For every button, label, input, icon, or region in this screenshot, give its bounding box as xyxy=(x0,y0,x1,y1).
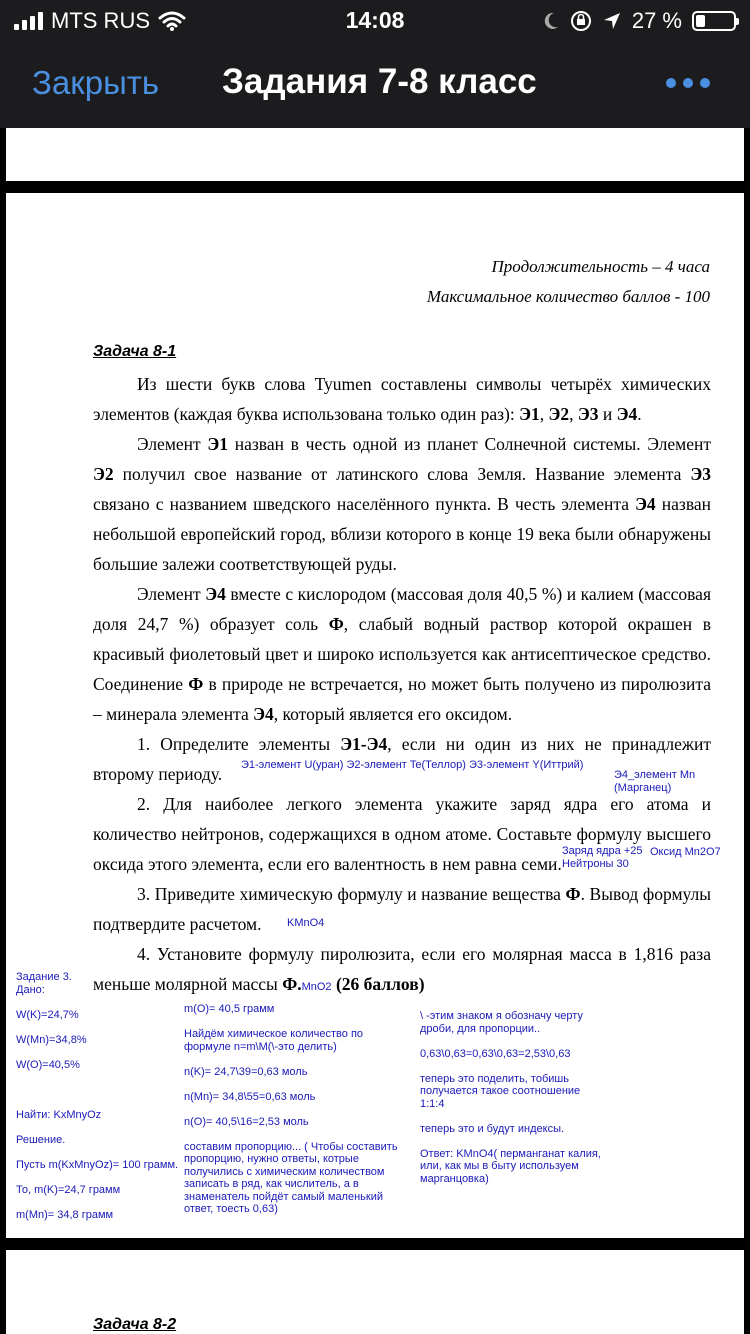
question-4: 4. Установите формулу пиролюзита, если его молярная масса в 1,816 раза меньше молярной массы Ф.MnO2 (26 баллов) xyxy=(93,944,711,994)
solution-column-1: Задание 3. Дано: W(K)=24,7% W(Mn)=34,8% W(O)=40,5% Найти: KxMnyOz Решение. Пусть m(KxMnyOz)= 100 грамм. То, m(K)=24,7 грамм m(Mn)= 34,8 грамм xyxy=(16,971,179,1221)
location-arrow-icon xyxy=(602,11,622,31)
paragraph-intro: Из шести букв слова Tyumen составлены символы четырёх химических элементов (каждая буква использована только один раз): Э1, Э2, Э3 и Э4. xyxy=(93,374,711,424)
document-page xyxy=(6,193,744,1238)
annotation-kmno4: KMnO4 xyxy=(287,917,325,929)
document-title: Задания 7-8 класс xyxy=(222,62,537,101)
document-page-next xyxy=(6,1250,744,1334)
paragraph-elements: Элемент Э1 назван в честь одной из планет Солнечной системы. Элемент Э2 получил свое название от латинского слова Земля. Название элемента Э3 связано с названием шведского населённого пункта. В честь элемента Э4 назван небольшой европейский город, вблизи которого в конце 19 века были обнаружены большие залежи соответствующей руды. xyxy=(93,434,712,574)
status-right xyxy=(542,8,736,34)
question-1: 1. Определите элементы Э1-Э4, если ни один из них не принадлежит второму периоду. xyxy=(93,734,711,784)
status-time: 14:08 xyxy=(345,7,405,33)
annotation-e4: Э4_элемент Mn (Марганец) xyxy=(614,769,696,794)
annotation-oxide: Оксид Mn2O7 xyxy=(650,846,721,858)
question-2: 2. Для наиболее легкого элемента укажите заряд ядра его атома и количество нейтронов, содержащихся в одном атоме. Составьте формулу высшего оксида этого элемента, если его валентность в нем равна семи. xyxy=(93,794,711,874)
battery-icon xyxy=(692,11,736,31)
duration-text: Продолжительность – 4 часа xyxy=(491,257,710,276)
next-task-title: Задача 8-2 xyxy=(93,1316,177,1333)
status-bar xyxy=(0,0,750,42)
question-3: 3. Приведите химическую формулу и название вещества Ф. Вывод формулы подтвердите расчетом. xyxy=(93,884,712,934)
close-button[interactable]: Закрыть xyxy=(32,64,160,101)
orientation-lock-icon xyxy=(570,10,592,32)
solution-column-2: m(O)= 40,5 грамм Найдём химическое количество по формуле n=m\M(\-это делить) n(K)= 24,7\39=0,63 моль n(Mn)= 34,8\55=0,63 моль n(O)= 40,5\16=2,53 моль составим пропорцию... ( Чтобы составить пропорцию, нужно ответы, котрые получились с химическим количеством записать в ряд, как числитель, а в знаменатель пойдёт самый маленький ответ, тоесть 0,63) xyxy=(184,1003,398,1215)
paragraph-salt: Элемент Э4 вместе с кислородом (массовая доля 40,5 %) и калием (массовая доля 24,7 %) образует соль Ф, слабый водный раствор которой окрашен в красивый фиолетовый цвет и широко используется как антисептическое средство. Соединение Ф в природе не встречается, но может быть получено из пиролюзита – минерала элемента Э4, который является его оксидом. xyxy=(93,584,712,724)
task-title: Задача 8-1 xyxy=(93,343,177,360)
annotation-charge: Заряд ядра +25 Нейтроны 30 xyxy=(562,845,643,870)
moon-icon xyxy=(542,11,560,31)
annotation-elements: Э1-элемент U(уран) Э2-элемент Te(Теллор) Э3-элемент Y(Иттрий) xyxy=(241,759,584,771)
carrier-label: MTS RUS xyxy=(51,8,150,33)
document-page-previous xyxy=(6,128,744,181)
more-options-icon[interactable] xyxy=(666,78,710,88)
max-score-text: Максимальное количество баллов - 100 xyxy=(426,287,710,306)
annotation-mno2: MnO2 xyxy=(301,981,332,993)
solution-column-3: \ -этим знаком я обозначу черту дроби, для пропорции.. 0,63\0,63=0,63\0,63=2,53\0,63 теперь это поделить, тобишь получается такое соотношение 1:1:4 теперь это и будут индексы. Ответ: KMnO4( перманганат калия, или, как мы в быту используем марганцовка) xyxy=(420,1010,601,1185)
battery-percent: 27 % xyxy=(631,8,682,33)
nav-bar xyxy=(0,42,750,128)
